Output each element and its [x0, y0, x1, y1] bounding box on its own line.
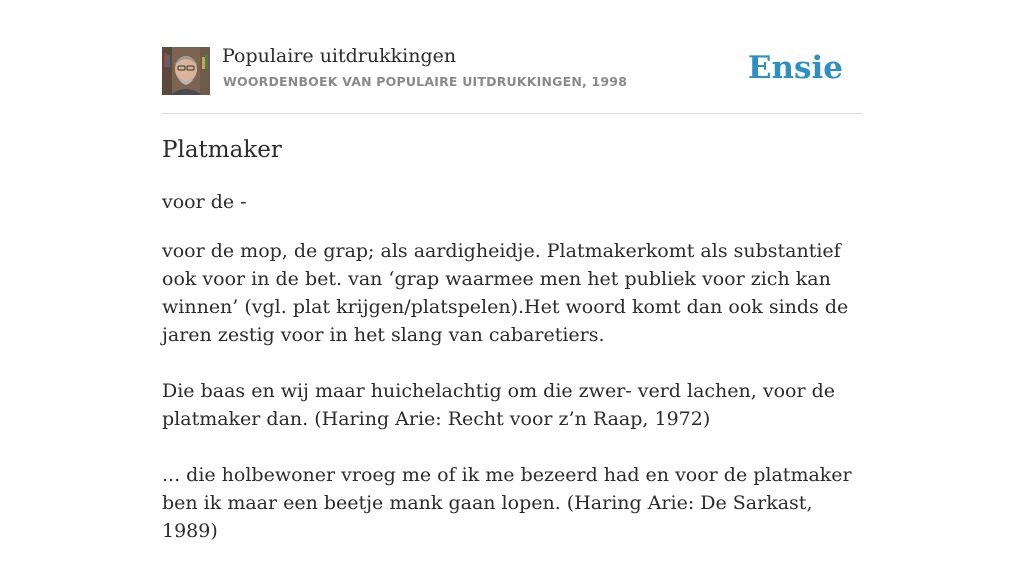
avatar[interactable] — [162, 47, 210, 95]
entry-subtitle: voor de - — [162, 191, 247, 213]
definition-paragraph: voor de mop, de grap; als aardigheidje. Platmakerkomt als substantief ook voor in de bet. van ‘grap waarmee men het publiek voor zich kan winnen’ (vgl. plat krijgen/platspelen).Het woord komt dan ook sinds de jaren zestig voor in het slang van cabaretiers. — [162, 240, 849, 346]
page-title: Platmaker — [162, 137, 282, 163]
source-name[interactable]: Populaire uitdrukkingen — [222, 45, 457, 67]
author-portrait-icon — [162, 47, 210, 95]
brand-logo[interactable]: Ensie — [747, 50, 843, 86]
source-header — [162, 0, 862, 114]
source-meta: WOORDENBOEK VAN POPULAIRE UITDRUKKINGEN, 1998 — [223, 74, 628, 89]
quote-paragraph: Die baas en wij maar huichelachtig om die zwer- verd lachen, voor de platmaker dan. (Haring Arie: Recht voor z’n Raap, 1972) — [162, 380, 835, 430]
entry-body — [162, 237, 862, 573]
page-container — [162, 0, 862, 542]
quote-paragraph: ... die holbewoner vroeg me of ik me bezeerd had en voor de platmaker ben ik maar een beetje mank gaan lopen. (Haring Arie: De Sarkast, 1989) — [162, 464, 852, 542]
